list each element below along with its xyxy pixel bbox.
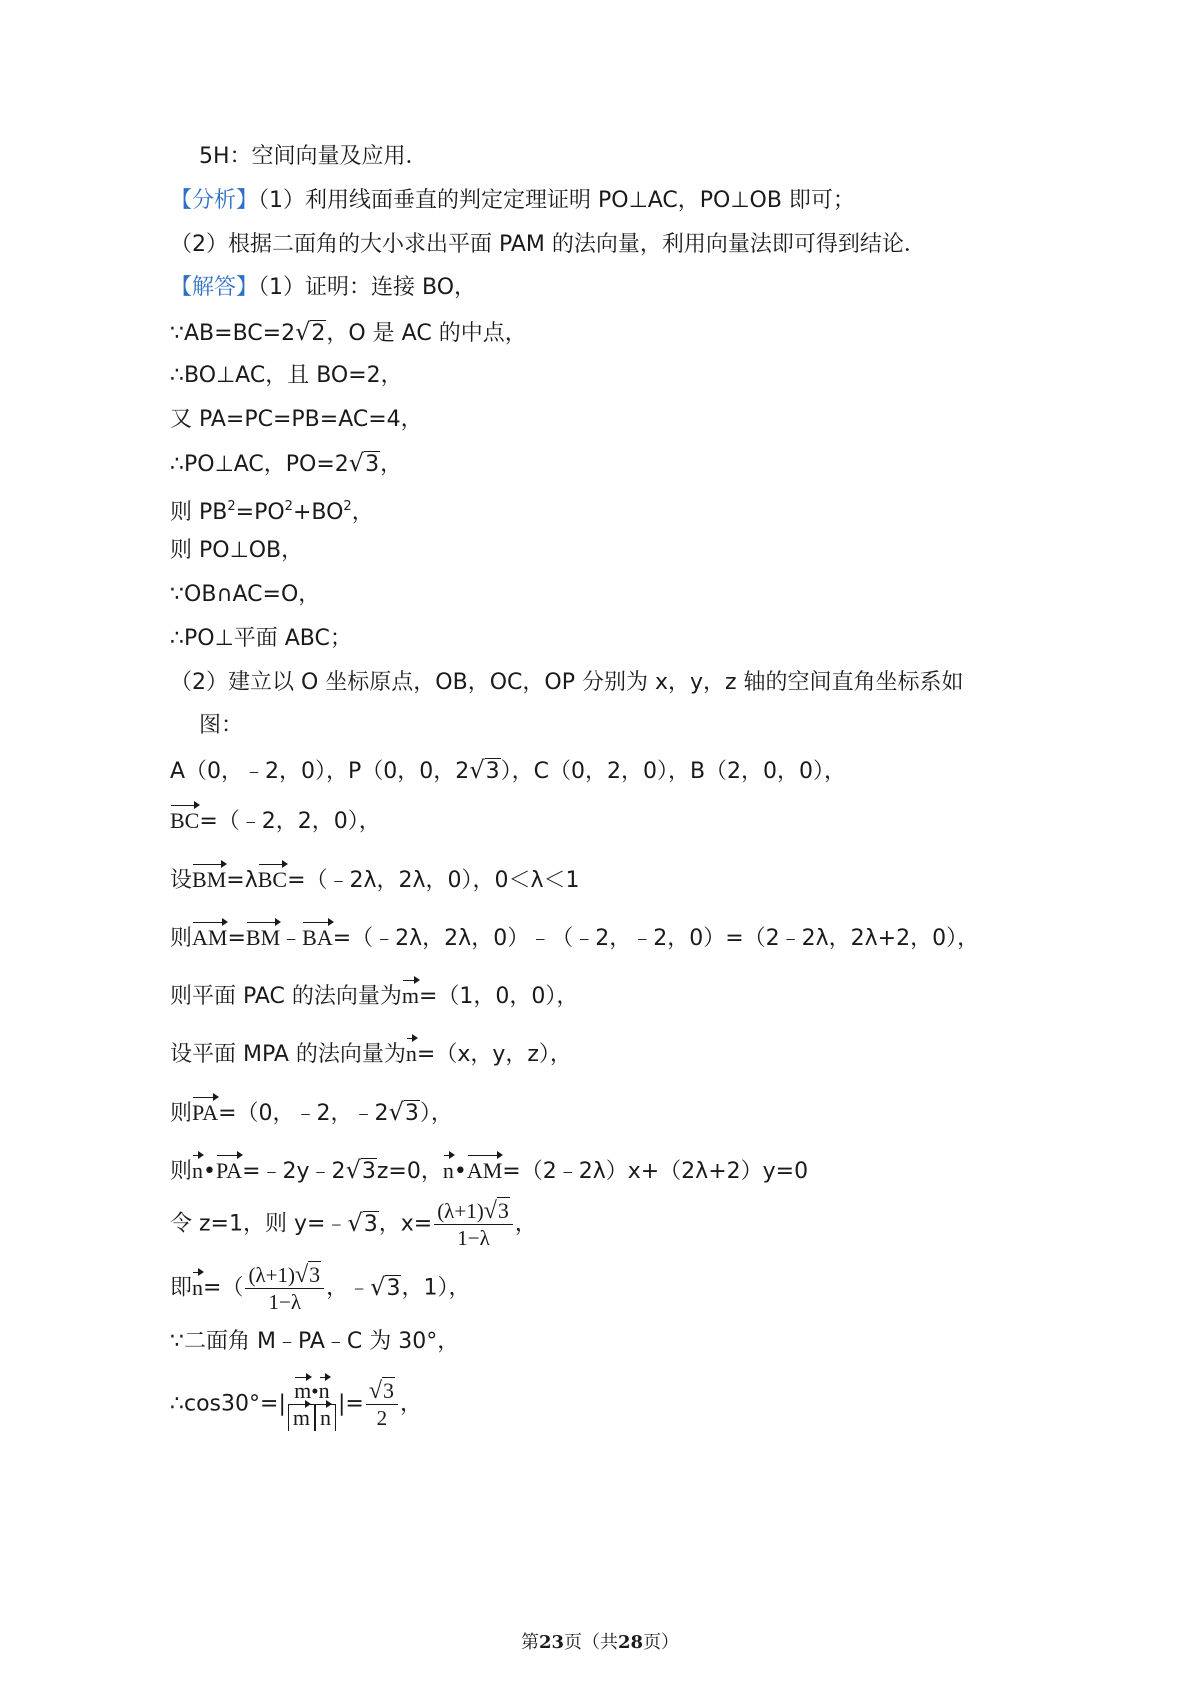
text: ∵AB=BC=2	[170, 321, 296, 346]
text: =﹣2y﹣2	[242, 1159, 346, 1184]
vector-am: AM	[192, 923, 227, 953]
solution-line-4: 又 PA=PC=PB=AC=4，	[170, 407, 423, 432]
vector-m: m	[402, 981, 419, 1011]
text: +BO	[292, 500, 344, 525]
text: 则	[170, 1101, 193, 1126]
text: 设平面 MPA 的法向量为	[170, 1042, 406, 1067]
text: ，1），	[401, 1275, 471, 1301]
vector-bm: BM	[246, 923, 280, 953]
numerator-text: (λ+1)	[248, 1263, 295, 1287]
solution-line-9: ∴PO⊥平面 ABC；	[170, 626, 352, 651]
vector-m: m	[294, 1378, 312, 1403]
vector-am: AM	[467, 1156, 502, 1186]
vector-n: n	[318, 1378, 330, 1403]
text: =	[227, 926, 246, 951]
vector-bm: BM	[192, 865, 226, 895]
solution-line-17	[170, 1039, 572, 1070]
text: =PO	[235, 500, 285, 525]
sqrt-2: √2	[295, 318, 326, 346]
solution-line-1	[170, 273, 476, 303]
text: ，﹣	[326, 1275, 371, 1301]
text: z=0，	[376, 1159, 443, 1184]
text: ∴cos30°=|	[170, 1391, 286, 1417]
vector-bc: BC	[170, 806, 199, 836]
vector-n: n	[192, 1156, 203, 1186]
solution-line-18	[170, 1097, 453, 1129]
analysis-line-2: （2）根据二面角的大小求出平面 PAM 的法向量，利用向量法即可得到结论．	[170, 232, 926, 257]
total-pages: 28	[618, 1632, 644, 1653]
solution-line-6	[170, 492, 374, 528]
text: 则	[170, 926, 193, 951]
text: A（0，﹣2，0），P（0，0，2	[170, 759, 470, 784]
footer-text: 页（共	[564, 1632, 618, 1653]
sqrt-3: √3	[347, 1208, 378, 1237]
vector-n: n	[406, 1039, 417, 1069]
sqrt-3: √3	[469, 756, 500, 784]
solution-line-12	[170, 755, 846, 787]
text: 则	[170, 1159, 193, 1184]
sqrt-3: √3	[368, 1378, 395, 1404]
analysis-text-1: （1）利用线面垂直的判定定理证明 PO⊥AC，PO⊥OB 即可；	[258, 188, 855, 213]
denominator: 1−λ	[457, 1226, 490, 1250]
text: ，O 是 AC 的中点，	[326, 321, 527, 346]
text: ，	[380, 452, 403, 477]
solution-line-5	[170, 448, 402, 480]
norm-n	[315, 1405, 336, 1431]
numerator-text: (λ+1)	[437, 1199, 484, 1223]
fraction-x	[245, 1262, 324, 1315]
sqrt-3: √3	[345, 1156, 376, 1184]
solution-tag: 【解答】	[170, 275, 259, 300]
text: =（﹣2λ，2λ，0），0＜λ＜1	[287, 868, 580, 893]
vector-n: n	[192, 1273, 203, 1303]
solution-line-3: ∴BO⊥AC，且 BO=2，	[170, 363, 403, 388]
solution-line-22: ∵二面角 M﹣PA﹣C 为 30°，	[170, 1329, 460, 1354]
vector-n: n	[319, 1405, 331, 1430]
sqrt-3: √3	[483, 1198, 509, 1224]
knowledge-point: 5H：空间向量及应用．	[199, 144, 428, 169]
denominator: 2	[376, 1406, 388, 1430]
page-number: 23	[538, 1632, 564, 1653]
sqrt-3: √3	[370, 1272, 401, 1301]
solution-line-19	[170, 1155, 808, 1187]
solution-text-1: （1）证明：连接 BO，	[258, 275, 477, 300]
text: ，x=	[378, 1211, 433, 1237]
text: =（2﹣2λ）x+（2λ+2）y=0	[502, 1159, 809, 1184]
sqrt-3: √3	[388, 1098, 419, 1126]
text: ，	[514, 1211, 537, 1237]
superscript: 2	[227, 499, 236, 514]
footer-text: 页）	[643, 1632, 680, 1653]
dot-operator: •	[311, 1379, 319, 1403]
norm-m	[288, 1405, 315, 1431]
superscript: 2	[343, 499, 352, 514]
vector-m: m	[292, 1405, 310, 1430]
text: 则平面 PAC 的法向量为	[170, 984, 402, 1009]
text: =λ	[226, 868, 258, 893]
text: =（0，﹣2，﹣2	[218, 1101, 389, 1126]
dot-operator: •	[203, 1159, 216, 1184]
dot-operator: •	[453, 1159, 467, 1184]
text: =（﹣2λ，2λ，0）﹣（﹣2，﹣2，0）=（2﹣2λ，2λ+2，0），	[332, 926, 980, 951]
solution-line-15	[170, 923, 979, 954]
sqrt-3: √3	[294, 1262, 321, 1288]
text: =（x，y，z），	[416, 1042, 572, 1067]
text: ∴PO⊥AC，PO=2	[170, 452, 349, 477]
analysis-tag: 【分析】	[170, 188, 259, 213]
solution-line-20	[170, 1198, 537, 1251]
text: ，	[400, 1391, 423, 1417]
solution-line-8: ∵OB∩AC=O，	[170, 582, 321, 607]
text: =（﹣2，2，0），	[199, 809, 381, 834]
denominator: 1−λ	[268, 1290, 302, 1314]
footer-text: 第	[520, 1632, 539, 1653]
vector-bc: BC	[258, 865, 287, 895]
solution-line-23	[170, 1378, 422, 1431]
text: 即	[170, 1275, 193, 1301]
text: 设	[170, 868, 193, 893]
text: =（	[203, 1275, 244, 1301]
text: ），C（0，2，0），B（2，0，0），	[500, 759, 847, 784]
fraction-sqrt3-over-2	[366, 1378, 398, 1431]
text: ﹣	[280, 926, 303, 951]
solution-line-10: （2）建立以 O 坐标原点，OB，OC，OP 分别为 x，y，z 轴的空间直角坐标系如	[170, 670, 964, 695]
sqrt-3: √3	[348, 449, 380, 477]
solution-line-11: 图：	[199, 713, 244, 738]
text: 则 PB	[170, 500, 228, 525]
solution-line-14	[170, 865, 580, 896]
solution-line-13	[170, 806, 381, 837]
fraction-cos	[288, 1378, 336, 1431]
text: ，	[351, 500, 374, 525]
vector-pa: PA	[192, 1098, 218, 1128]
solution-line-2	[170, 317, 527, 349]
analysis-line-1	[170, 186, 855, 216]
solution-line-7: 则 PO⊥OB，	[170, 538, 304, 563]
text: 令 z=1，则 y=﹣	[170, 1211, 348, 1237]
superscript: 2	[284, 499, 293, 514]
vector-n: n	[443, 1156, 454, 1186]
vector-ba: BA	[302, 923, 333, 953]
solution-line-21	[170, 1262, 470, 1315]
text: ），	[419, 1101, 453, 1126]
fraction-x	[434, 1198, 513, 1251]
page-footer	[0, 1628, 1200, 1654]
text: =（1，0，0），	[419, 984, 579, 1009]
solution-line-16	[170, 981, 578, 1012]
text: |=	[337, 1391, 364, 1417]
vector-pa: PA	[216, 1156, 242, 1186]
